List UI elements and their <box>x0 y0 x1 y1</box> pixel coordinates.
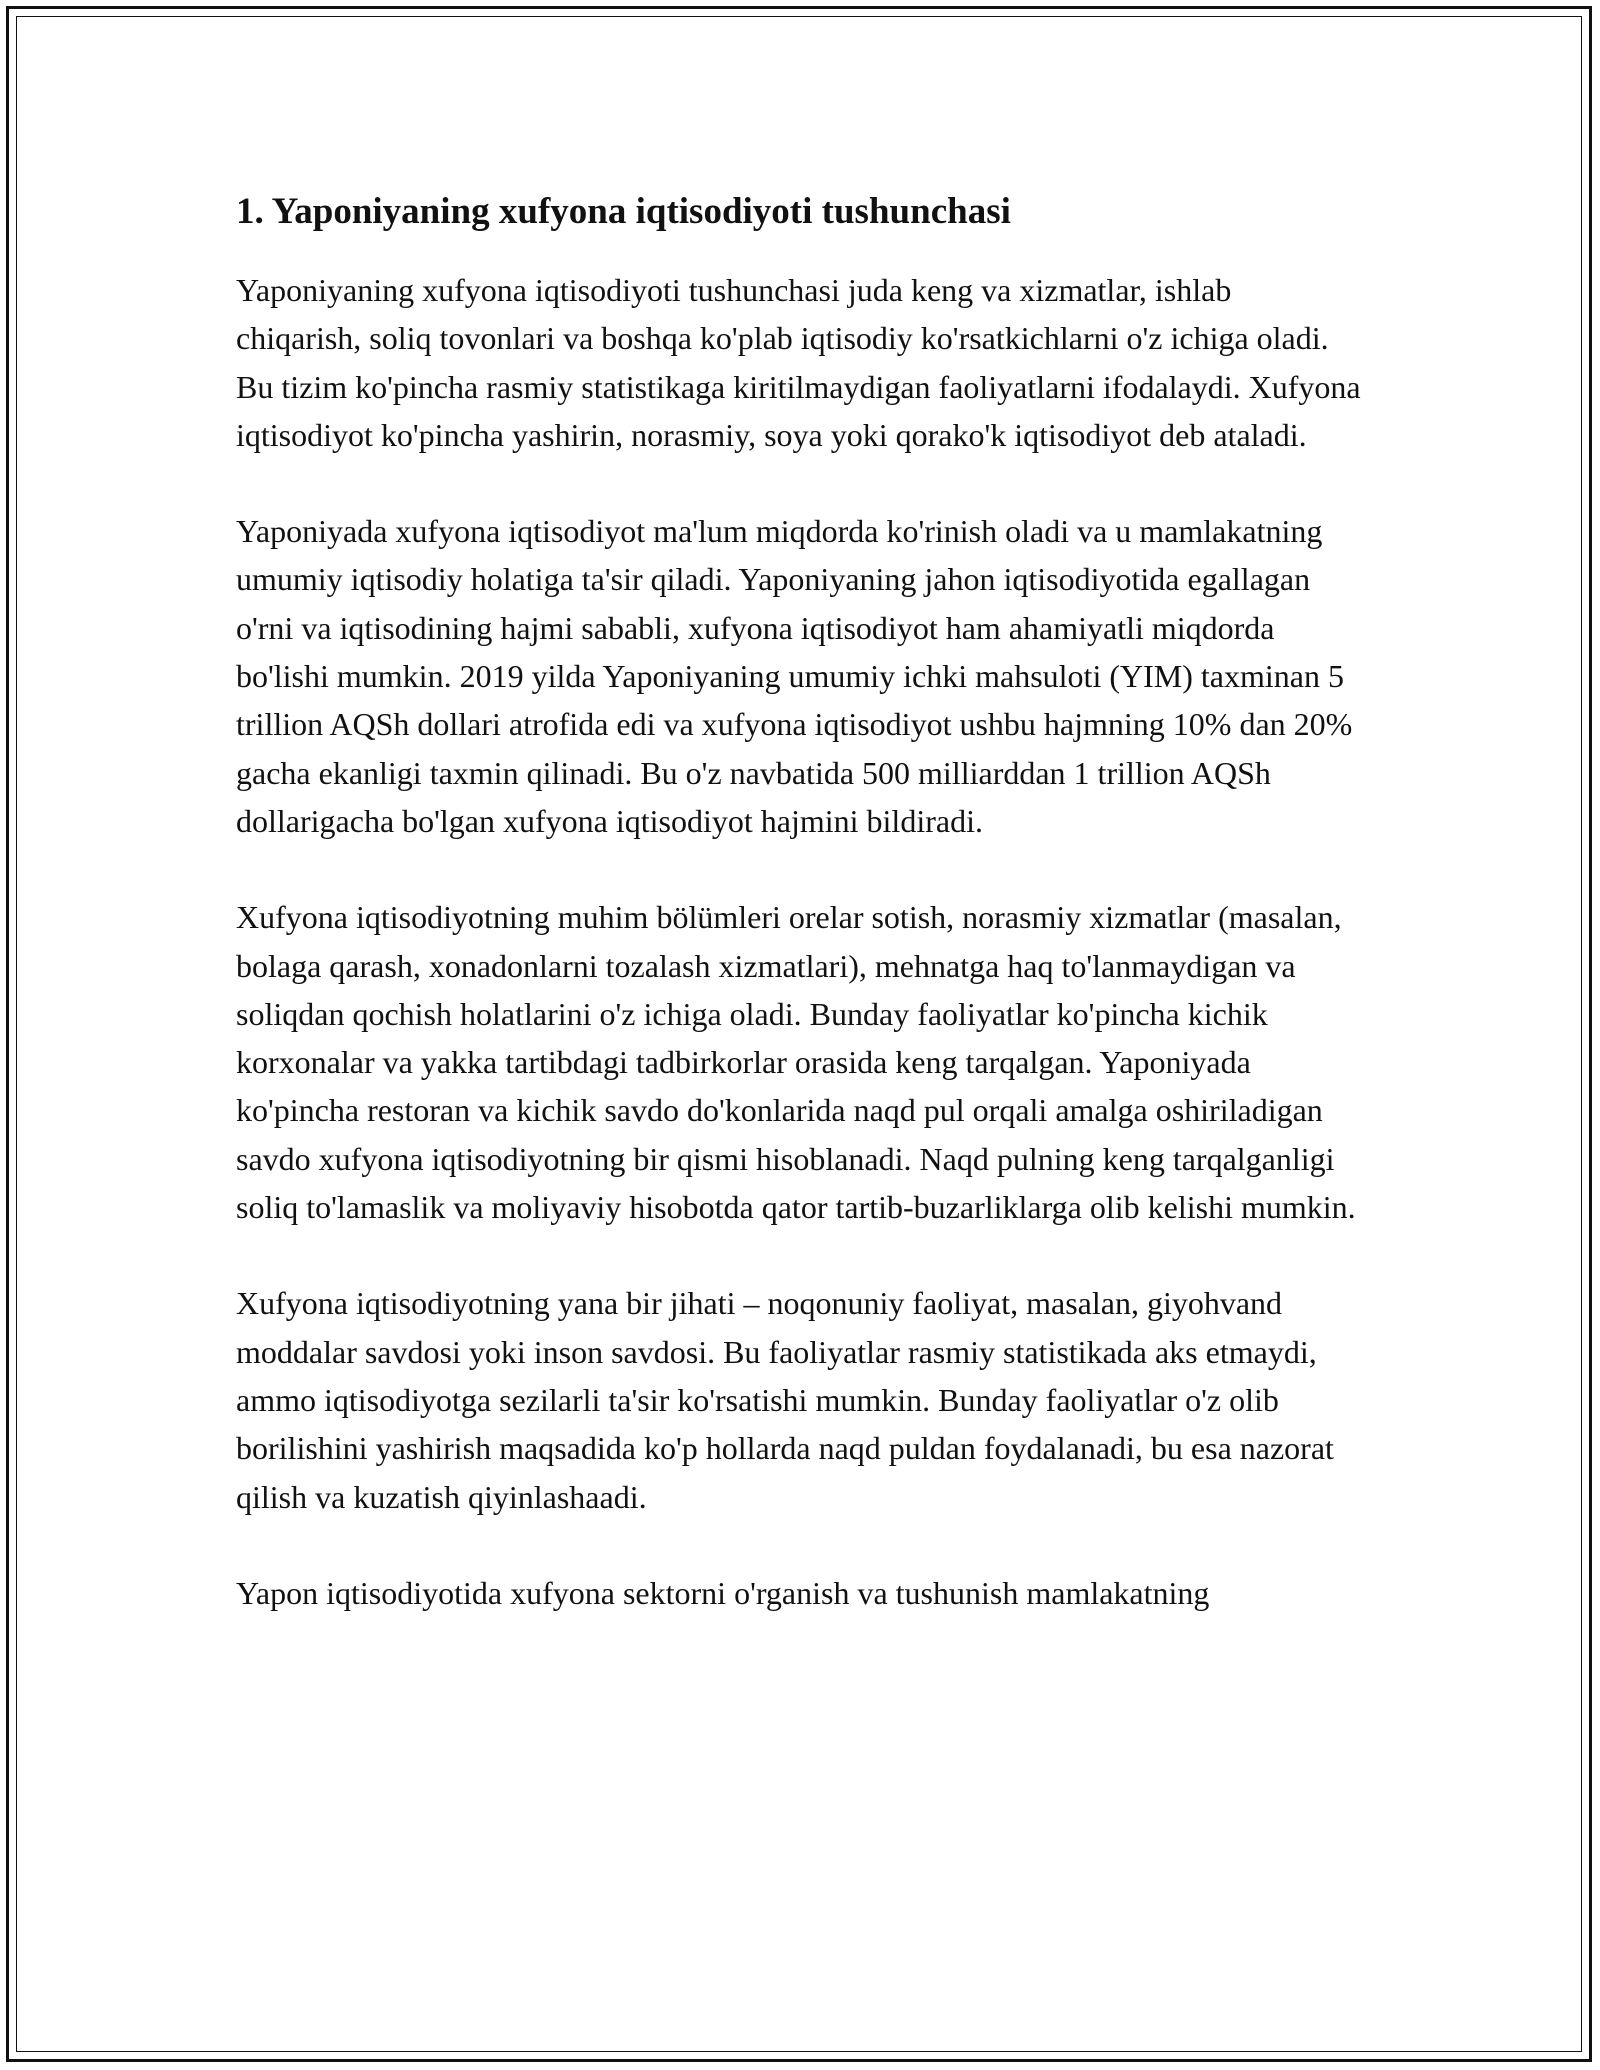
paragraph-5: Yapon iqtisodiyotida xufyona sektorni o'rganish va tushunish mamlakatning <box>236 1574 1210 1611</box>
document-body <box>236 186 1361 1617</box>
section-heading: 1. Yaponiyaning xufyona iqtisodiyoti tushunchasi <box>236 191 1011 232</box>
paragraph-1: Yaponiyaning xufyona iqtisodiyoti tushunchasi juda keng va xizmatlar, ishlab chiqarish, soliq tovonlari va boshqa ko'plab iqtisodiy ko'rsatkichlarni o'z ichiga oladi. Bu tizim ko'pincha rasmiy statistikaga kiritilmaydigan faoliyatlarni ifodalaydi. Xufyona iqtisodiyot ko'pincha yashirin, norasmiy, soya yoki qorako'k iqtisodiyot deb ataladi. <box>236 272 1361 453</box>
paragraph-4: Xufyona iqtisodiyotning yana bir jihati – noqonuniy faoliyat, masalan, giyohvand moddalar savdosi yoki inson savdosi. Bu faoliyatlar rasmiy statistikada aks etmaydi, ammo iqtisodiyotga sezilarli ta'sir ko'rsatishi mumkin. Bunday faoliyatlar o'z olib borilishini yashirish maqsadida ko'p hollarda naqd puldan foydalanadi, bu esa nazorat qilish va kuzatish qiyinlashaadi. <box>236 1285 1334 1515</box>
paragraph-2: Yaponiyada xufyona iqtisodiyot ma'lum miqdorda ko'rinish oladi va u mamlakatning umumiy iqtisodiy holatiga ta'sir qiladi. Yaponiyaning jahon iqtisodiyotida egallagan o'rni va iqtisodining hajmi sababli, xufyona iqtisodiyot ham ahamiyatli miqdorda bo'lishi mumkin. 2019 yilda Yaponiyaning umumiy ichki mahsuloti (YIM) taxminan 5 trillion AQSh dollari atrofida edi va xufyona iqtisodiyot ushbu hajmning 10% dan 20% gacha ekanligi taxmin qilinadi. Bu o'z navbatida 500 milliarddan 1 trillion AQSh dollarigacha bo'lgan xufyona iqtisodiyot hajmini bildiradi. <box>236 513 1353 839</box>
paragraph-3: Xufyona iqtisodiyotning muhim bölümleri orelar sotish, norasmiy xizmatlar (masalan, bolaga qarash, xonadonlarni tozalash xizmatlari), mehnatga haq to'lanmaydigan va soliqdan qochish holatlarini o'z ichiga oladi. Bunday faoliyatlar ko'pincha kichik korxonalar va yakka tartibdagi tadbirkorlar orasida keng tarqalgan. Yaponiyada ko'pincha restoran va kichik savdo do'konlarida naqd pul orqali amalga oshiriladigan savdo xufyona iqtisodiyotning bir qismi hisoblanadi. Naqd pulning keng tarqalganligi soliq to'lamaslik va moliyaviy hisobotda qator tartib-buzarliklarga olib kelishi mumkin. <box>236 899 1356 1226</box>
